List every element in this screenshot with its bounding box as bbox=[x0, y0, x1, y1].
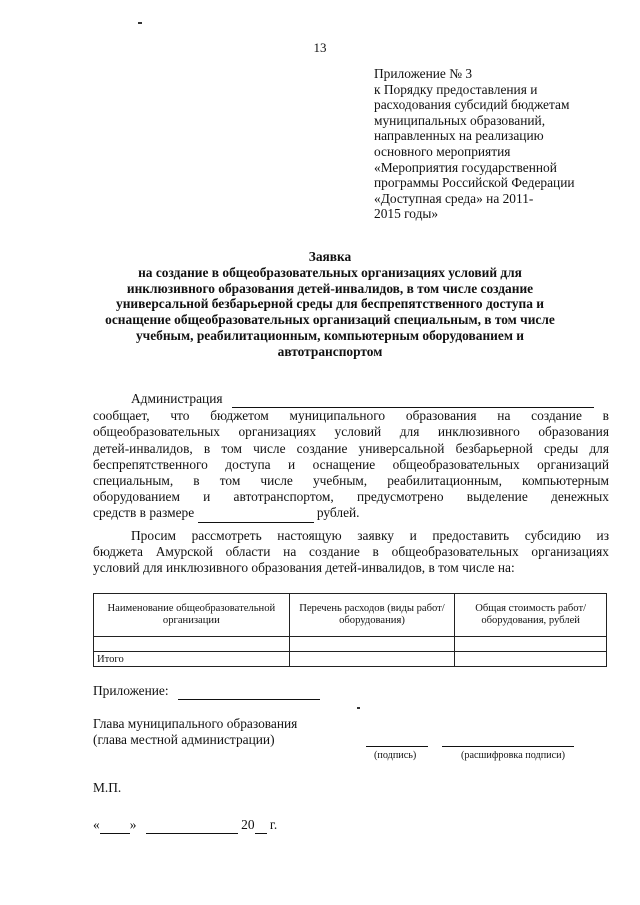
month-blank[interactable] bbox=[146, 817, 238, 834]
appendix-line: направленных на реализацию bbox=[374, 128, 544, 144]
paragraph-request bbox=[93, 528, 609, 577]
table-row bbox=[94, 637, 607, 652]
table-header-row bbox=[94, 594, 607, 637]
administration-blank[interactable] bbox=[232, 391, 594, 408]
attachment-row bbox=[93, 683, 609, 700]
appendix-line: Приложение № 3 bbox=[374, 66, 473, 81]
header-organization: Наименование общеобразовательной организации bbox=[94, 594, 290, 637]
appendix-line: «Мероприятия государственной bbox=[374, 159, 557, 175]
appendix-line: муниципальных образований, bbox=[374, 112, 546, 128]
appendix-line: основного мероприятия bbox=[374, 143, 511, 159]
title-line: на создание в общеобразовательных организациях условий для bbox=[138, 264, 522, 280]
title-line: автотранспортом bbox=[277, 343, 383, 359]
date-century: 20 bbox=[241, 817, 255, 832]
amount-prefix: средств в размере bbox=[93, 505, 195, 521]
table-cell[interactable] bbox=[455, 652, 607, 667]
header-cost: Общая стоимость работ/оборудования, рублей bbox=[455, 594, 607, 637]
total-label: Итого bbox=[94, 652, 290, 667]
title-line: учебным, реабилитационным, компьютерным оборудованием и bbox=[135, 327, 525, 343]
table-total-row bbox=[94, 652, 607, 667]
head-line: Глава муниципального образования bbox=[93, 716, 298, 731]
title-line: универсальной безбарьерной среды для беспрепятственного доступа и bbox=[116, 296, 544, 312]
year-blank[interactable] bbox=[255, 817, 267, 834]
scan-speck bbox=[138, 22, 142, 24]
title-heading: Заявка bbox=[308, 249, 352, 264]
appendix-line: программы Российской Федерации bbox=[374, 175, 575, 191]
header-expenses: Перечень расходов (виды работ/оборудования) bbox=[289, 594, 455, 637]
head-block bbox=[93, 716, 373, 748]
amount-blank[interactable] bbox=[198, 505, 314, 522]
administration-label: Администрация bbox=[131, 391, 223, 406]
paragraph-line: общеобразовательных организациях условий для инклюзивного образования bbox=[93, 424, 609, 440]
signature-decode-caption: (расшифровка подписи) bbox=[461, 750, 565, 761]
document-title bbox=[60, 249, 600, 360]
paragraph-line: детей-инвалидов, в том числе создание универсальной безбарьерной среды для bbox=[93, 440, 609, 456]
signature-line[interactable] bbox=[366, 746, 428, 747]
appendix-line: «Доступная среда» на 2011- bbox=[374, 190, 534, 206]
signature-decode-line[interactable] bbox=[442, 746, 574, 747]
request-table bbox=[93, 593, 607, 667]
appendix-line: расходования субсидий бюджетам bbox=[374, 97, 570, 113]
seal-label: М.П. bbox=[93, 780, 122, 795]
date-row bbox=[93, 817, 609, 834]
head-line: (глава местной администрации) bbox=[93, 732, 275, 748]
appendix-line: к Порядку предоставления и bbox=[374, 81, 538, 97]
paragraph-line: бюджета Амурской области на создание в общеобразовательных организациях bbox=[93, 544, 609, 560]
day-blank[interactable] bbox=[100, 817, 130, 834]
attachment-blank[interactable] bbox=[178, 683, 320, 700]
scan-speck bbox=[357, 707, 360, 709]
signature-caption: (подпись) bbox=[374, 750, 417, 761]
date-close-quote: » bbox=[129, 817, 137, 832]
table-cell[interactable] bbox=[455, 637, 607, 652]
paragraph-line: беспрепятственного доступа и оснащение общеобразовательных организаций bbox=[93, 456, 609, 472]
table-cell[interactable] bbox=[289, 652, 455, 667]
date-year-suffix: г. bbox=[269, 817, 278, 832]
page-number: 13 bbox=[313, 40, 327, 55]
paragraph-line: специальным, в том числе учебным, реабилитационным, компьютерным bbox=[93, 473, 609, 489]
table-cell[interactable] bbox=[94, 637, 290, 652]
paragraph-administration bbox=[93, 391, 609, 523]
appendix-block bbox=[374, 66, 614, 222]
paragraph-line: сообщает, что бюджетом муниципального образования на создание в bbox=[93, 408, 609, 424]
title-line: инклюзивного образования детей-инвалидов, в том числе создание bbox=[126, 280, 534, 296]
appendix-line: 2015 годы» bbox=[374, 206, 439, 222]
paragraph-line: Просим рассмотреть настоящую заявку и предоставить субсидию из bbox=[131, 528, 609, 543]
date-open-quote: « bbox=[93, 817, 100, 832]
attachment-label: Приложение: bbox=[93, 683, 169, 698]
paragraph-line: условий для инклюзивного образования детей-инвалидов, в том числе на: bbox=[93, 560, 515, 576]
table-cell[interactable] bbox=[289, 637, 455, 652]
paragraph-line: оборудованием и автотранспортом, предусмотрено выделение денежных bbox=[93, 489, 609, 505]
amount-suffix: рублей. bbox=[316, 505, 360, 521]
title-line: оснащение общеобразовательных организаций специальным, в том числе bbox=[105, 312, 555, 328]
